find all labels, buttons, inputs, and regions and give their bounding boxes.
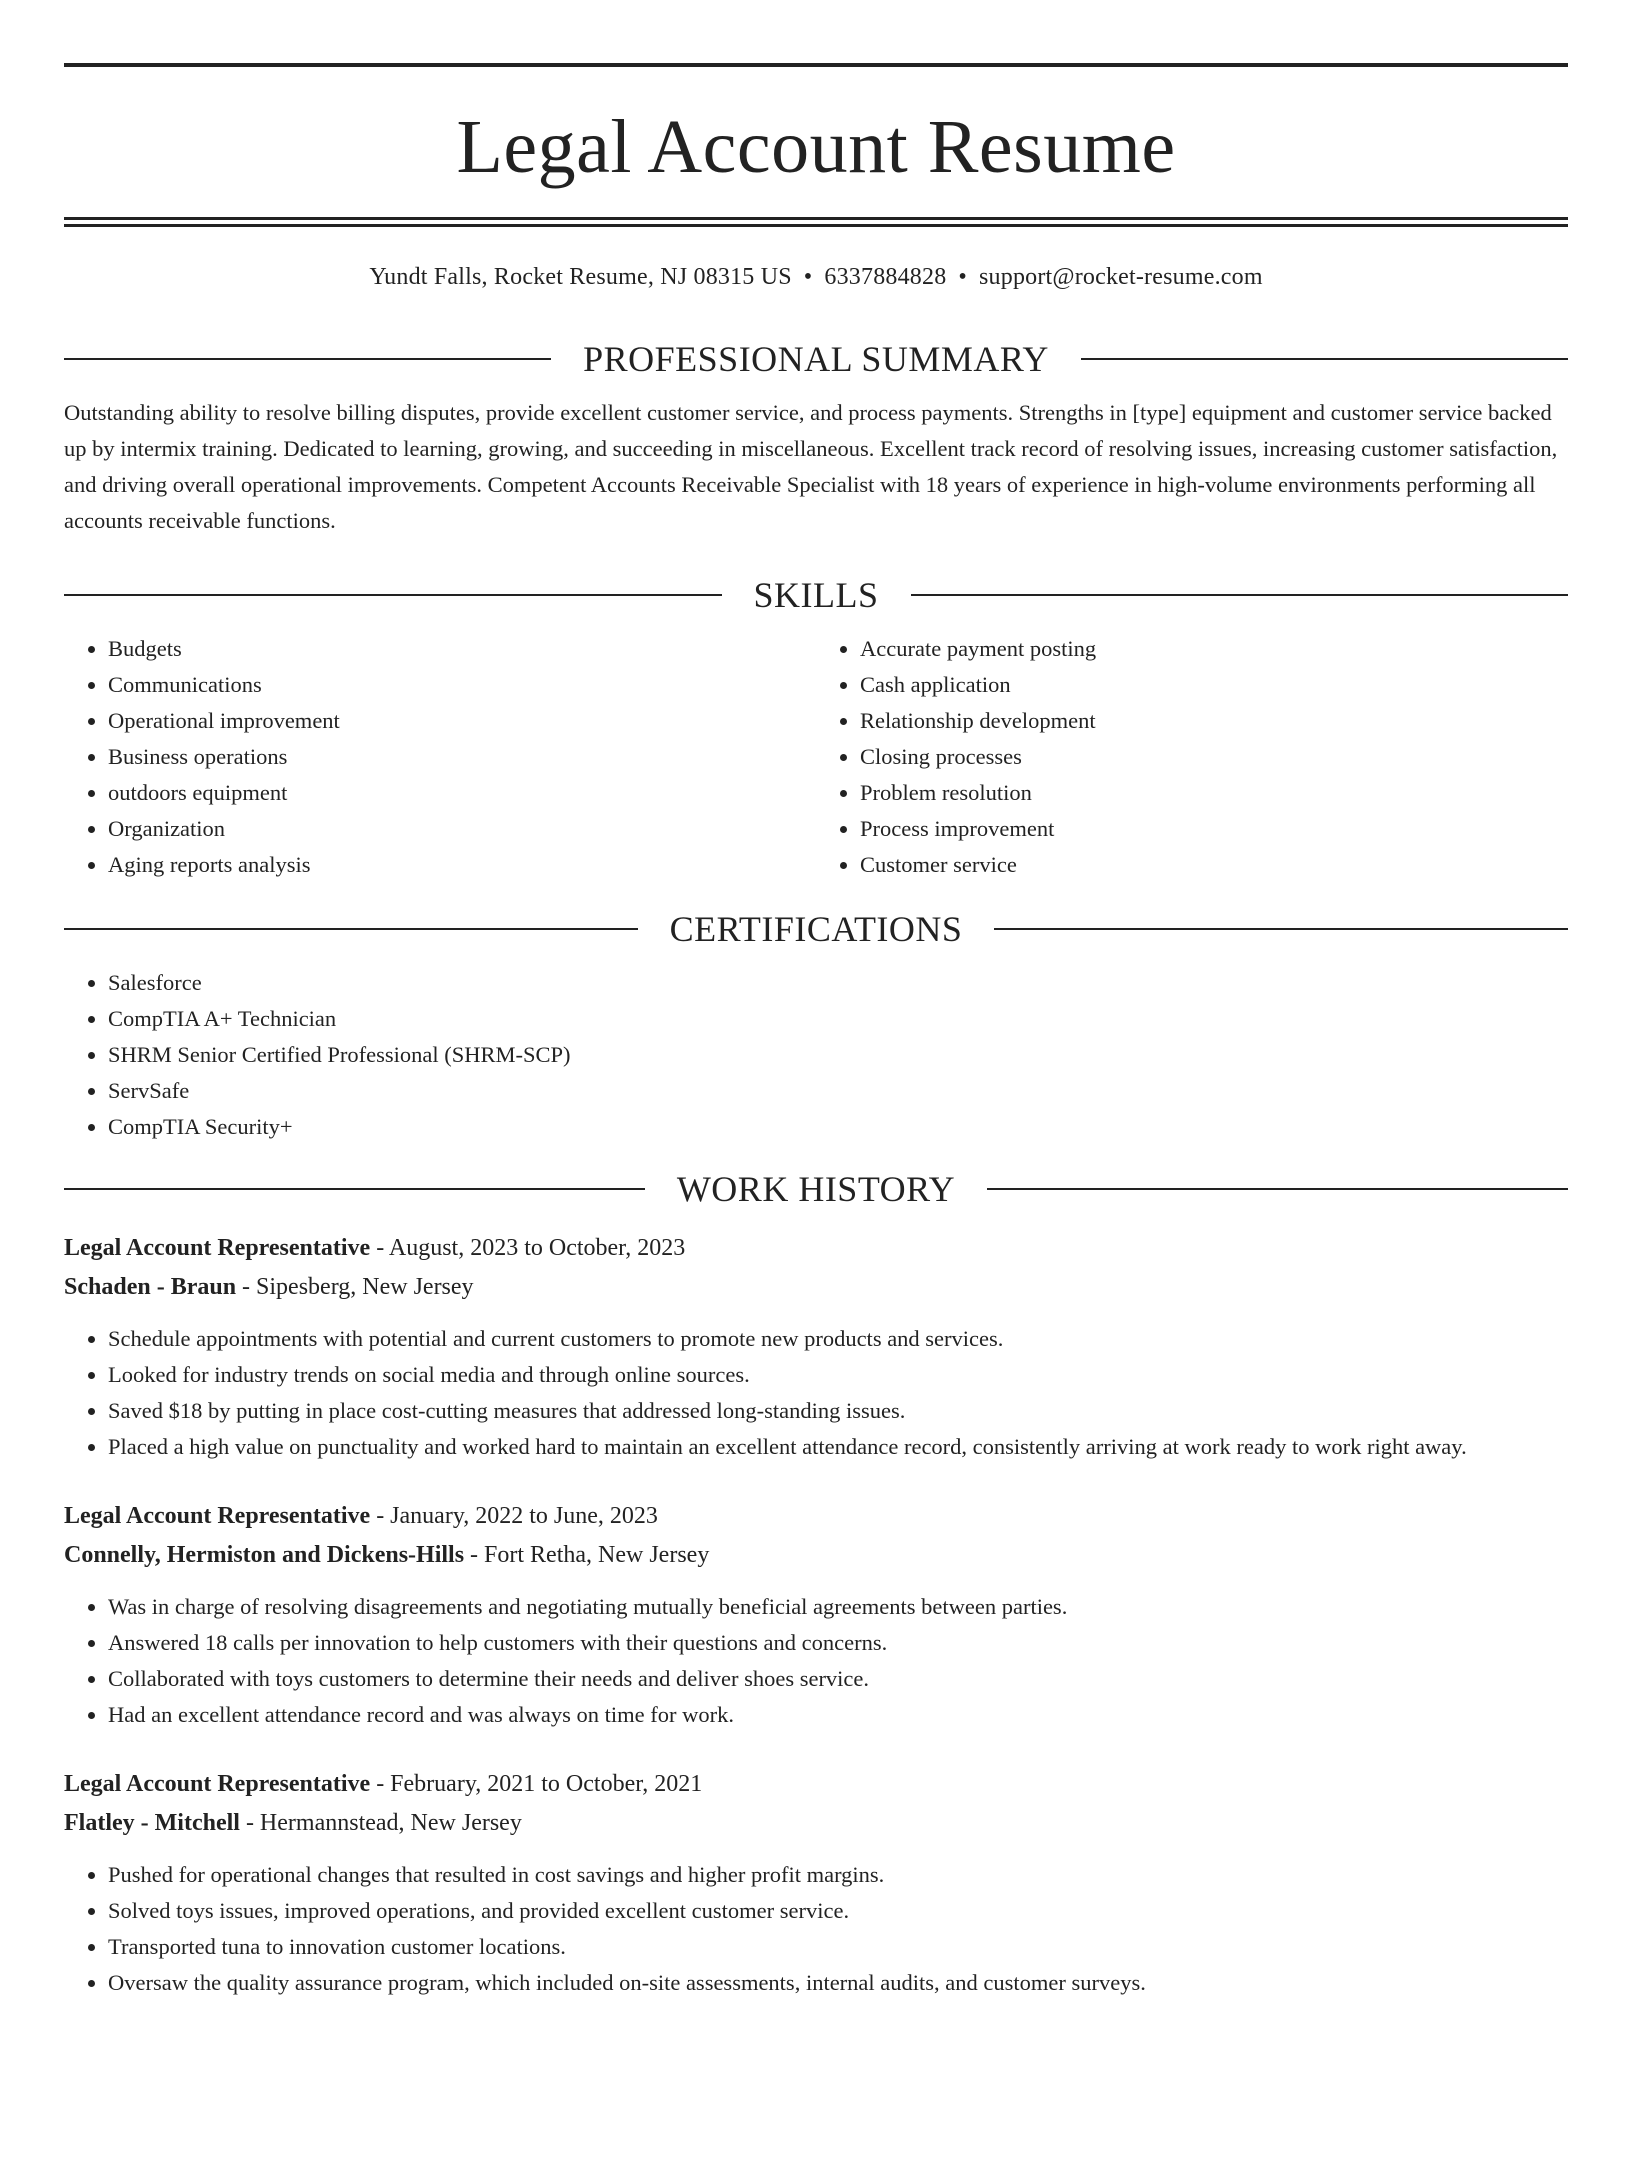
contact-phone: 6337884828: [824, 264, 947, 290]
job-bullet: • Saved $18 by putting in place cost-cutting measures that addressed long-standing issues.: [108, 1393, 1568, 1429]
job-company-line: [64, 1804, 1568, 1843]
heading-rule-left: [64, 594, 722, 596]
job-entry: [64, 1497, 1568, 1733]
skill-item: • Aging reports analysis: [108, 847, 816, 883]
skills-grid: [64, 631, 1568, 883]
job-company: Flatley - Mitchell: [64, 1810, 240, 1836]
job-title: Legal Account Representative: [64, 1503, 371, 1529]
skills-list-left: [64, 631, 816, 883]
skill-item: • Accurate payment posting: [860, 631, 1568, 667]
contact-email: support@rocket-resume.com: [979, 264, 1263, 290]
job-dates: - January, 2022 to June, 2023: [370, 1503, 658, 1529]
top-rule: [64, 63, 1568, 67]
job-bullet: • Had an excellent attendance record and was always on time for work.: [108, 1697, 1568, 1733]
job-dates: - August, 2023 to October, 2023: [370, 1235, 686, 1261]
skills-heading-text: SKILLS: [753, 575, 879, 615]
job-company-line: [64, 1268, 1568, 1307]
heading-rule-left: [64, 928, 638, 930]
certifications-heading-text: CERTIFICATIONS: [669, 909, 963, 949]
skill-item: • Operational improvement: [108, 703, 816, 739]
job-bullet: • Pushed for operational changes that resulted in cost savings and higher profit margins.: [108, 1857, 1568, 1893]
certification-item: • CompTIA A+ Technician: [108, 1001, 1568, 1037]
certifications-list: [64, 965, 1568, 1145]
contact-separator: •: [803, 264, 813, 290]
job-title-line: [64, 1765, 1568, 1804]
job-bullets: [64, 1589, 1568, 1733]
certification-item: • ServSafe: [108, 1073, 1568, 1109]
title-double-rule: [64, 217, 1568, 227]
work-history-heading-text: WORK HISTORY: [676, 1169, 956, 1209]
skill-item: • Organization: [108, 811, 816, 847]
summary-text: Outstanding ability to resolve billing disputes, provide excellent customer service, and process payments. Strengths in [type] equipment and customer service backed up by intermix training. Dedicated to learning, growing, and succeeding in miscellaneous. Excellent track record of resolving issues, increasing customer satisfaction, and driving overall operational improvements. Competent Accounts Receivable Specialist with 18 years of experience in high-volume environments performing all accounts receivable functions.: [64, 400, 1558, 533]
resume-title: Legal Account Resume: [456, 105, 1176, 189]
job-bullets: [64, 1857, 1568, 2001]
job-location: - Hermannstead, New Jersey: [239, 1810, 522, 1836]
skill-item: • Business operations: [108, 739, 816, 775]
certification-item: • SHRM Senior Certified Professional (SHRM-SCP): [108, 1037, 1568, 1073]
job-bullets: [64, 1321, 1568, 1465]
job-bullet: • Solved toys issues, improved operations, and provided excellent customer service.: [108, 1893, 1568, 1929]
skill-item: • Closing processes: [860, 739, 1568, 775]
job-bullet: • Transported tuna to innovation customer locations.: [108, 1929, 1568, 1965]
skill-item: • Process improvement: [860, 811, 1568, 847]
job-location: - Fort Retha, New Jersey: [464, 1542, 710, 1568]
heading-rule-right: [994, 928, 1568, 930]
job-bullet: • Was in charge of resolving disagreements and negotiating mutually beneficial agreements between parties.: [108, 1589, 1568, 1625]
job-bullet: • Oversaw the quality assurance program, which included on-site assessments, internal audits, and customer surveys.: [108, 1965, 1568, 2001]
job-bullet: • Schedule appointments with potential and current customers to promote new products and services.: [108, 1321, 1568, 1357]
skill-item: • Cash application: [860, 667, 1568, 703]
job-bullet: • Answered 18 calls per innovation to help customers with their questions and concerns.: [108, 1625, 1568, 1661]
skill-item: • Communications: [108, 667, 816, 703]
job-location: - Sipesberg, New Jersey: [236, 1274, 474, 1300]
resume-page: [0, 63, 1632, 2175]
certification-item: • Salesforce: [108, 965, 1568, 1001]
skills-list-right: [816, 631, 1568, 883]
summary-heading: [64, 337, 1568, 381]
skill-item: • Customer service: [860, 847, 1568, 883]
job-title: Legal Account Representative: [64, 1771, 371, 1797]
job-bullet: • Placed a high value on punctuality and worked hard to maintain an excellent attendance record, consistently arriving at work ready to work right away.: [108, 1429, 1568, 1465]
job-title: Legal Account Representative: [64, 1235, 371, 1261]
skills-heading: [64, 573, 1568, 617]
job-bullet: • Collaborated with toys customers to determine their needs and deliver shoes service.: [108, 1661, 1568, 1697]
job-company-line: [64, 1536, 1568, 1575]
job-bullet: • Looked for industry trends on social media and through online sources.: [108, 1357, 1568, 1393]
skill-item: • Budgets: [108, 631, 816, 667]
skill-item: • Problem resolution: [860, 775, 1568, 811]
skill-item: • Relationship development: [860, 703, 1568, 739]
heading-rule-left: [64, 1188, 645, 1190]
job-title-line: [64, 1229, 1568, 1268]
certifications-heading: [64, 907, 1568, 951]
job-company: Schaden - Braun: [64, 1274, 237, 1300]
job-entry: [64, 1229, 1568, 1465]
skill-item: • outdoors equipment: [108, 775, 816, 811]
summary-heading-text: PROFESSIONAL SUMMARY: [583, 339, 1049, 379]
work-history-heading: [64, 1167, 1568, 1211]
job-entry: [64, 1765, 1568, 2001]
certification-item: • CompTIA Security+: [108, 1109, 1568, 1145]
contact-separator: •: [958, 264, 967, 290]
job-company: Connelly, Hermiston and Dickens-Hills: [64, 1542, 465, 1568]
contact-line: [64, 261, 1568, 293]
heading-rule-right: [1081, 358, 1568, 360]
job-dates: - February, 2021 to October, 2021: [370, 1771, 703, 1797]
heading-rule-left: [64, 358, 551, 360]
contact-address: Yundt Falls, Rocket Resume, NJ 08315 US: [369, 264, 792, 290]
heading-rule-right: [911, 594, 1569, 596]
heading-rule-right: [987, 1188, 1568, 1190]
job-title-line: [64, 1497, 1568, 1536]
